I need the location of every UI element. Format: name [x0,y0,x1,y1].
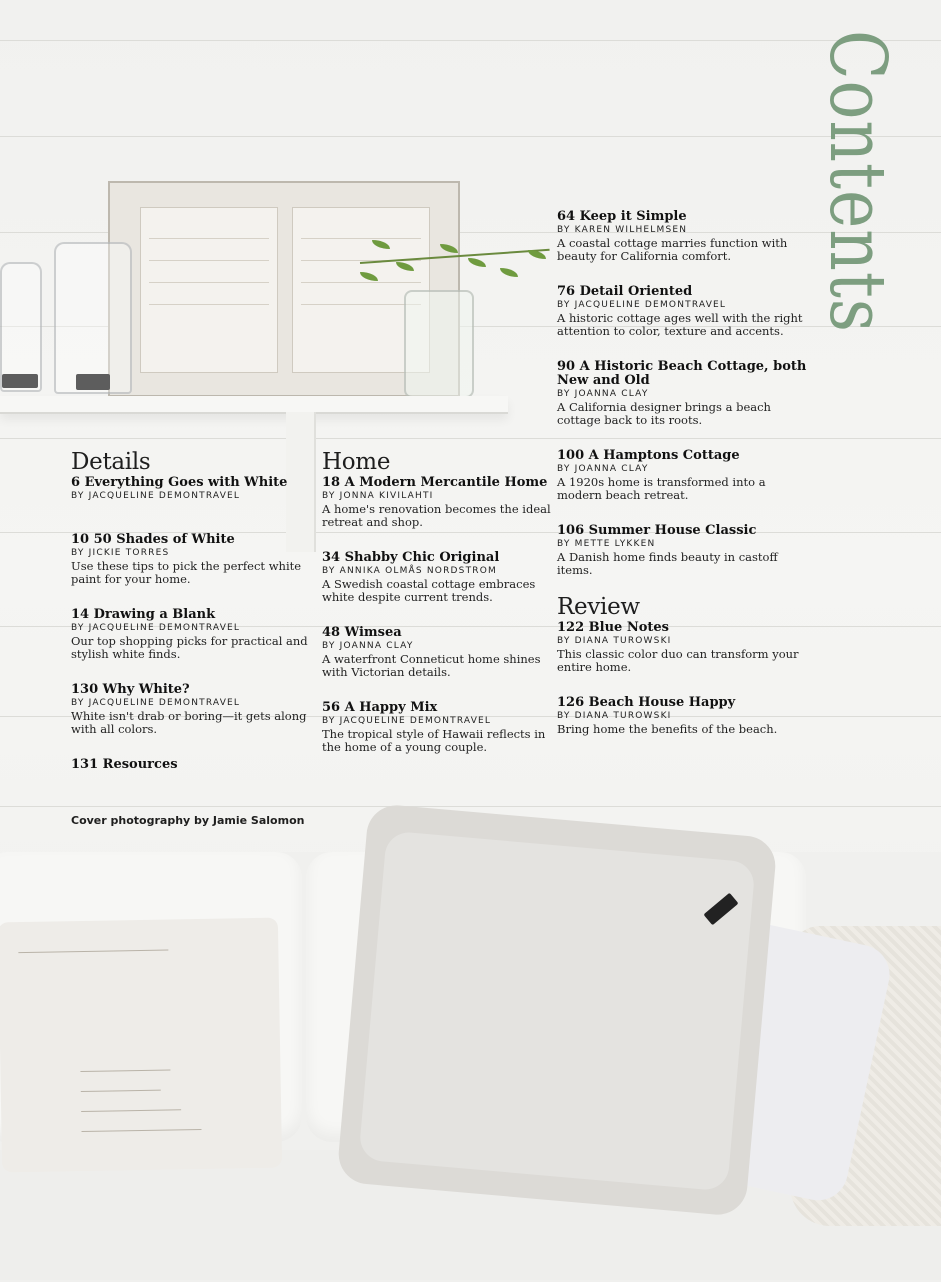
article-title[interactable]: 48 Wimsea [322,625,402,640]
article-title[interactable]: 130 Why White? [71,682,190,697]
article-byline: BY JACQUELINE DEMONTRAVEL [557,300,727,310]
article-title[interactable]: 14 Drawing a Blank [71,607,216,622]
article-description: Bring home the benefits of the beach. [557,722,778,736]
article-byline: BY JACQUELINE DEMONTRAVEL [71,698,241,708]
article-entry[interactable] [557,696,807,736]
article-title[interactable]: 18 A Modern Mercantile Home [322,475,548,490]
article-entry[interactable] [71,608,311,661]
section-heading-details: Details [71,449,151,475]
article-byline: BY ANNIKA OLMÅS NORDSTROM [322,566,497,576]
ruffle-pillow-center [358,831,755,1192]
article-title[interactable]: 34 Shabby Chic Original [322,550,500,565]
article-entry[interactable] [557,210,807,263]
section-heading-home: Home [322,449,391,475]
article-title[interactable]: 106 Summer House Classic [557,523,757,538]
article-entry[interactable] [71,533,311,586]
article-byline: BY JACQUELINE DEMONTRAVEL [322,716,492,726]
details-column [71,448,311,794]
article-entry[interactable] [71,758,311,772]
home-column [322,448,562,776]
article-title[interactable]: 56 A Happy Mix [322,700,438,715]
wall-plank [0,806,941,807]
article-entry[interactable] [322,551,562,604]
article-description: The tropical style of Hawaii reflects in the home of a young couple. [322,727,546,754]
article-byline: BY JONNA KIVILAHTI [322,491,434,501]
article-description: White isn't drab or boring—it gets along with all colors. [71,709,307,736]
article-byline: BY JICKIE TORRES [71,548,170,558]
article-entry[interactable] [557,621,807,674]
article-title[interactable]: 6 Everything Goes with White [71,475,288,490]
article-byline: BY DIANA TUROWSKI [557,711,672,721]
contents-title: Contents [812,30,904,333]
article-title[interactable]: 90 A Historic Beach Cottage, both New and Old [557,359,807,388]
glass-jar [54,242,132,394]
article-title[interactable]: 10 50 Shades of White [71,532,235,547]
article-entry[interactable] [557,285,807,338]
article-entry[interactable] [557,449,807,502]
leaf [468,258,486,267]
article-byline: BY JOANNA CLAY [322,641,414,651]
article-byline: BY KAREN WILHELMSEN [557,225,688,235]
article-title[interactable]: 100 A Hamptons Cottage [557,448,740,463]
leaf [528,250,546,259]
article-entry[interactable] [322,626,562,679]
article-description: A waterfront Conneticut home shines with Victorian details. [322,652,541,679]
article-byline: BY JOANNA CLAY [557,389,649,399]
article-title[interactable]: 126 Beach House Happy [557,695,736,710]
article-entry[interactable] [322,476,562,529]
glass-jar [0,262,42,392]
article-entry[interactable] [71,476,311,503]
article-entry[interactable] [557,360,807,427]
article-byline: BY DIANA TUROWSKI [557,636,672,646]
wall-shelf [0,396,508,414]
article-title[interactable]: 131 Resources [71,757,178,772]
article-byline: BY METTE LYKKEN [557,539,656,549]
section-heading-review: Review [557,594,640,620]
printed-pillow [0,918,282,1173]
article-description: A historic cottage ages well with the right attention to color, texture and accents. [557,311,803,338]
article-entry[interactable] [322,701,562,754]
article-byline: BY JACQUELINE DEMONTRAVEL [71,623,241,633]
article-entry[interactable] [557,524,807,577]
right-column [557,210,807,758]
window-pane [140,207,278,373]
article-description: A California designer brings a beach cottage back to its roots. [557,400,771,427]
jar-base [2,374,38,388]
article-entry[interactable] [71,683,311,736]
article-description: A Swedish coastal cottage embraces white despite current trends. [322,577,536,604]
article-byline: BY JACQUELINE DEMONTRAVEL [71,491,241,501]
article-description: A Danish home finds beauty in castoff items. [557,550,778,577]
article-description: Our top shopping picks for practical and stylish white finds. [71,634,308,661]
article-byline: BY JOANNA CLAY [557,464,649,474]
article-description: A home's renovation becomes the ideal retreat and shop. [322,502,551,529]
article-title[interactable]: 76 Detail Oriented [557,284,693,299]
glass-vase [404,290,474,398]
article-description: This classic color duo can transform your entire home. [557,647,799,674]
leaf [500,268,518,277]
article-title[interactable]: 122 Blue Notes [557,620,669,635]
article-title[interactable]: 64 Keep it Simple [557,209,687,224]
cover-credit: Cover photography by Jamie Salomon [71,814,305,827]
article-description: A 1920s home is transformed into a modern beach retreat. [557,475,766,502]
article-description: A coastal cottage marries function with beauty for California comfort. [557,236,788,263]
jar-base [76,374,110,390]
article-description: Use these tips to pick the perfect white paint for your home. [71,559,302,586]
